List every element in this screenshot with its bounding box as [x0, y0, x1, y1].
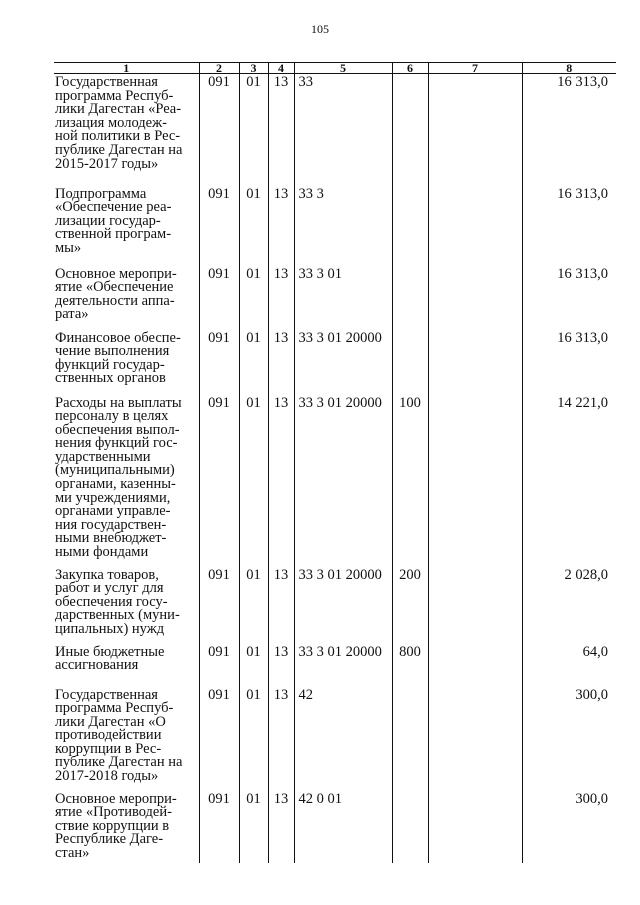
amount: 64,0	[522, 644, 616, 687]
header-row	[54, 63, 616, 74]
code-target-item: 33 3 01	[294, 266, 392, 330]
header-col-1: 1	[54, 63, 199, 74]
table-row	[54, 330, 616, 395]
amount: 16 313,0	[522, 266, 616, 330]
code-subsection: 13	[268, 644, 294, 687]
code-subsection: 13	[268, 186, 294, 266]
code-expense-type	[392, 266, 428, 330]
code-subsection: 13	[268, 791, 294, 863]
item-name: Основное меропри- ятие «Противодей- ствие коррупции в Республике Даге- стан»	[55, 790, 177, 861]
code-section: 01	[239, 791, 268, 863]
code-subsection: 13	[268, 266, 294, 330]
code-expense-type: 100	[392, 395, 428, 567]
item-name: Государственная программа Респуб- лики Дагестан «Реа- лизация молодеж- ной политики в Рес- публике Дагестан на 2015-2017 годы»	[55, 74, 183, 172]
amount: 14 221,0	[522, 395, 616, 567]
amount: 16 313,0	[522, 330, 616, 395]
code-subsection: 13	[268, 687, 294, 791]
column-7-value	[428, 330, 522, 395]
amount: 2 028,0	[522, 567, 616, 644]
code-expense-type: 800	[392, 644, 428, 687]
code-ministry: 091	[199, 791, 239, 863]
code-target-item: 33 3 01 20000	[294, 330, 392, 395]
amount: 16 313,0	[522, 74, 616, 186]
header-col-2: 2	[199, 63, 239, 74]
code-target-item: 33 3 01 20000	[294, 644, 392, 687]
amount: 300,0	[522, 687, 616, 791]
code-subsection: 13	[268, 330, 294, 395]
item-name: Финансовое обеспе- чение выполнения функций государ- ственных органов	[55, 329, 181, 387]
code-target-item: 33 3	[294, 186, 392, 266]
header-col-6: 6	[392, 63, 428, 74]
code-target-item: 33 3 01 20000	[294, 395, 392, 567]
budget-table	[54, 62, 616, 863]
code-expense-type	[392, 186, 428, 266]
header-col-3: 3	[239, 63, 268, 74]
code-subsection: 13	[268, 74, 294, 186]
code-expense-type	[392, 687, 428, 791]
table-row	[54, 687, 616, 791]
column-7-value	[428, 266, 522, 330]
code-expense-type	[392, 74, 428, 186]
table-row	[54, 266, 616, 330]
code-ministry: 091	[199, 266, 239, 330]
table-row	[54, 74, 616, 186]
item-name: Основное меропри- ятие «Обеспечение деятельности аппа- рата»	[55, 265, 177, 323]
item-name: Государственная программа Респуб- лики Дагестан «О противодействии коррупции в Рес- публике Дагестан на 2017-2018 годы»	[55, 686, 183, 785]
code-section: 01	[239, 186, 268, 266]
code-section: 01	[239, 687, 268, 791]
column-7-value	[428, 791, 522, 863]
code-ministry: 091	[199, 644, 239, 687]
item-name: Закупка товаров, работ и услуг для обеспечения госу- дарственных (муни- ципальных) нужд	[55, 566, 180, 637]
header-col-8: 8	[522, 63, 616, 74]
column-7-value	[428, 186, 522, 266]
column-7-value	[428, 644, 522, 687]
code-subsection: 13	[268, 567, 294, 644]
item-name: Расходы на выплаты персоналу в целях обеспечения выпол- нения функций гос- ударственными (муниципальными) органами, казенны- ми учреждениями, органами управле- ния государствен- ными внебюджет- ными фондами	[55, 394, 182, 561]
code-target-item: 33 3 01 20000	[294, 567, 392, 644]
code-ministry: 091	[199, 186, 239, 266]
code-section: 01	[239, 567, 268, 644]
item-name: Иные бюджетные ассигнования	[55, 643, 165, 674]
code-expense-type: 200	[392, 567, 428, 644]
column-7-value	[428, 687, 522, 791]
table-row	[54, 395, 616, 567]
code-ministry: 091	[199, 395, 239, 567]
code-expense-type	[392, 791, 428, 863]
code-target-item: 42 0 01	[294, 791, 392, 863]
amount: 16 313,0	[522, 186, 616, 266]
header-col-4: 4	[268, 63, 294, 74]
code-subsection: 13	[268, 395, 294, 567]
table-row	[54, 791, 616, 863]
code-section: 01	[239, 644, 268, 687]
column-7-value	[428, 395, 522, 567]
column-7-value	[428, 74, 522, 186]
code-expense-type	[392, 330, 428, 395]
code-section: 01	[239, 266, 268, 330]
code-ministry: 091	[199, 687, 239, 791]
code-target-item: 42	[294, 687, 392, 791]
code-ministry: 091	[199, 567, 239, 644]
table-row	[54, 644, 616, 687]
code-ministry: 091	[199, 74, 239, 186]
column-7-value	[428, 567, 522, 644]
header-col-7: 7	[428, 63, 522, 74]
code-target-item: 33	[294, 74, 392, 186]
code-section: 01	[239, 74, 268, 186]
item-name: Подпрограмма «Обеспечение реа- лизации государ- ственной програм- мы»	[55, 185, 172, 256]
table-row	[54, 186, 616, 266]
code-section: 01	[239, 395, 268, 567]
table-row	[54, 567, 616, 644]
code-ministry: 091	[199, 330, 239, 395]
header-col-5: 5	[294, 63, 392, 74]
page-number: 105	[311, 22, 329, 36]
amount: 300,0	[522, 791, 616, 863]
code-section: 01	[239, 330, 268, 395]
